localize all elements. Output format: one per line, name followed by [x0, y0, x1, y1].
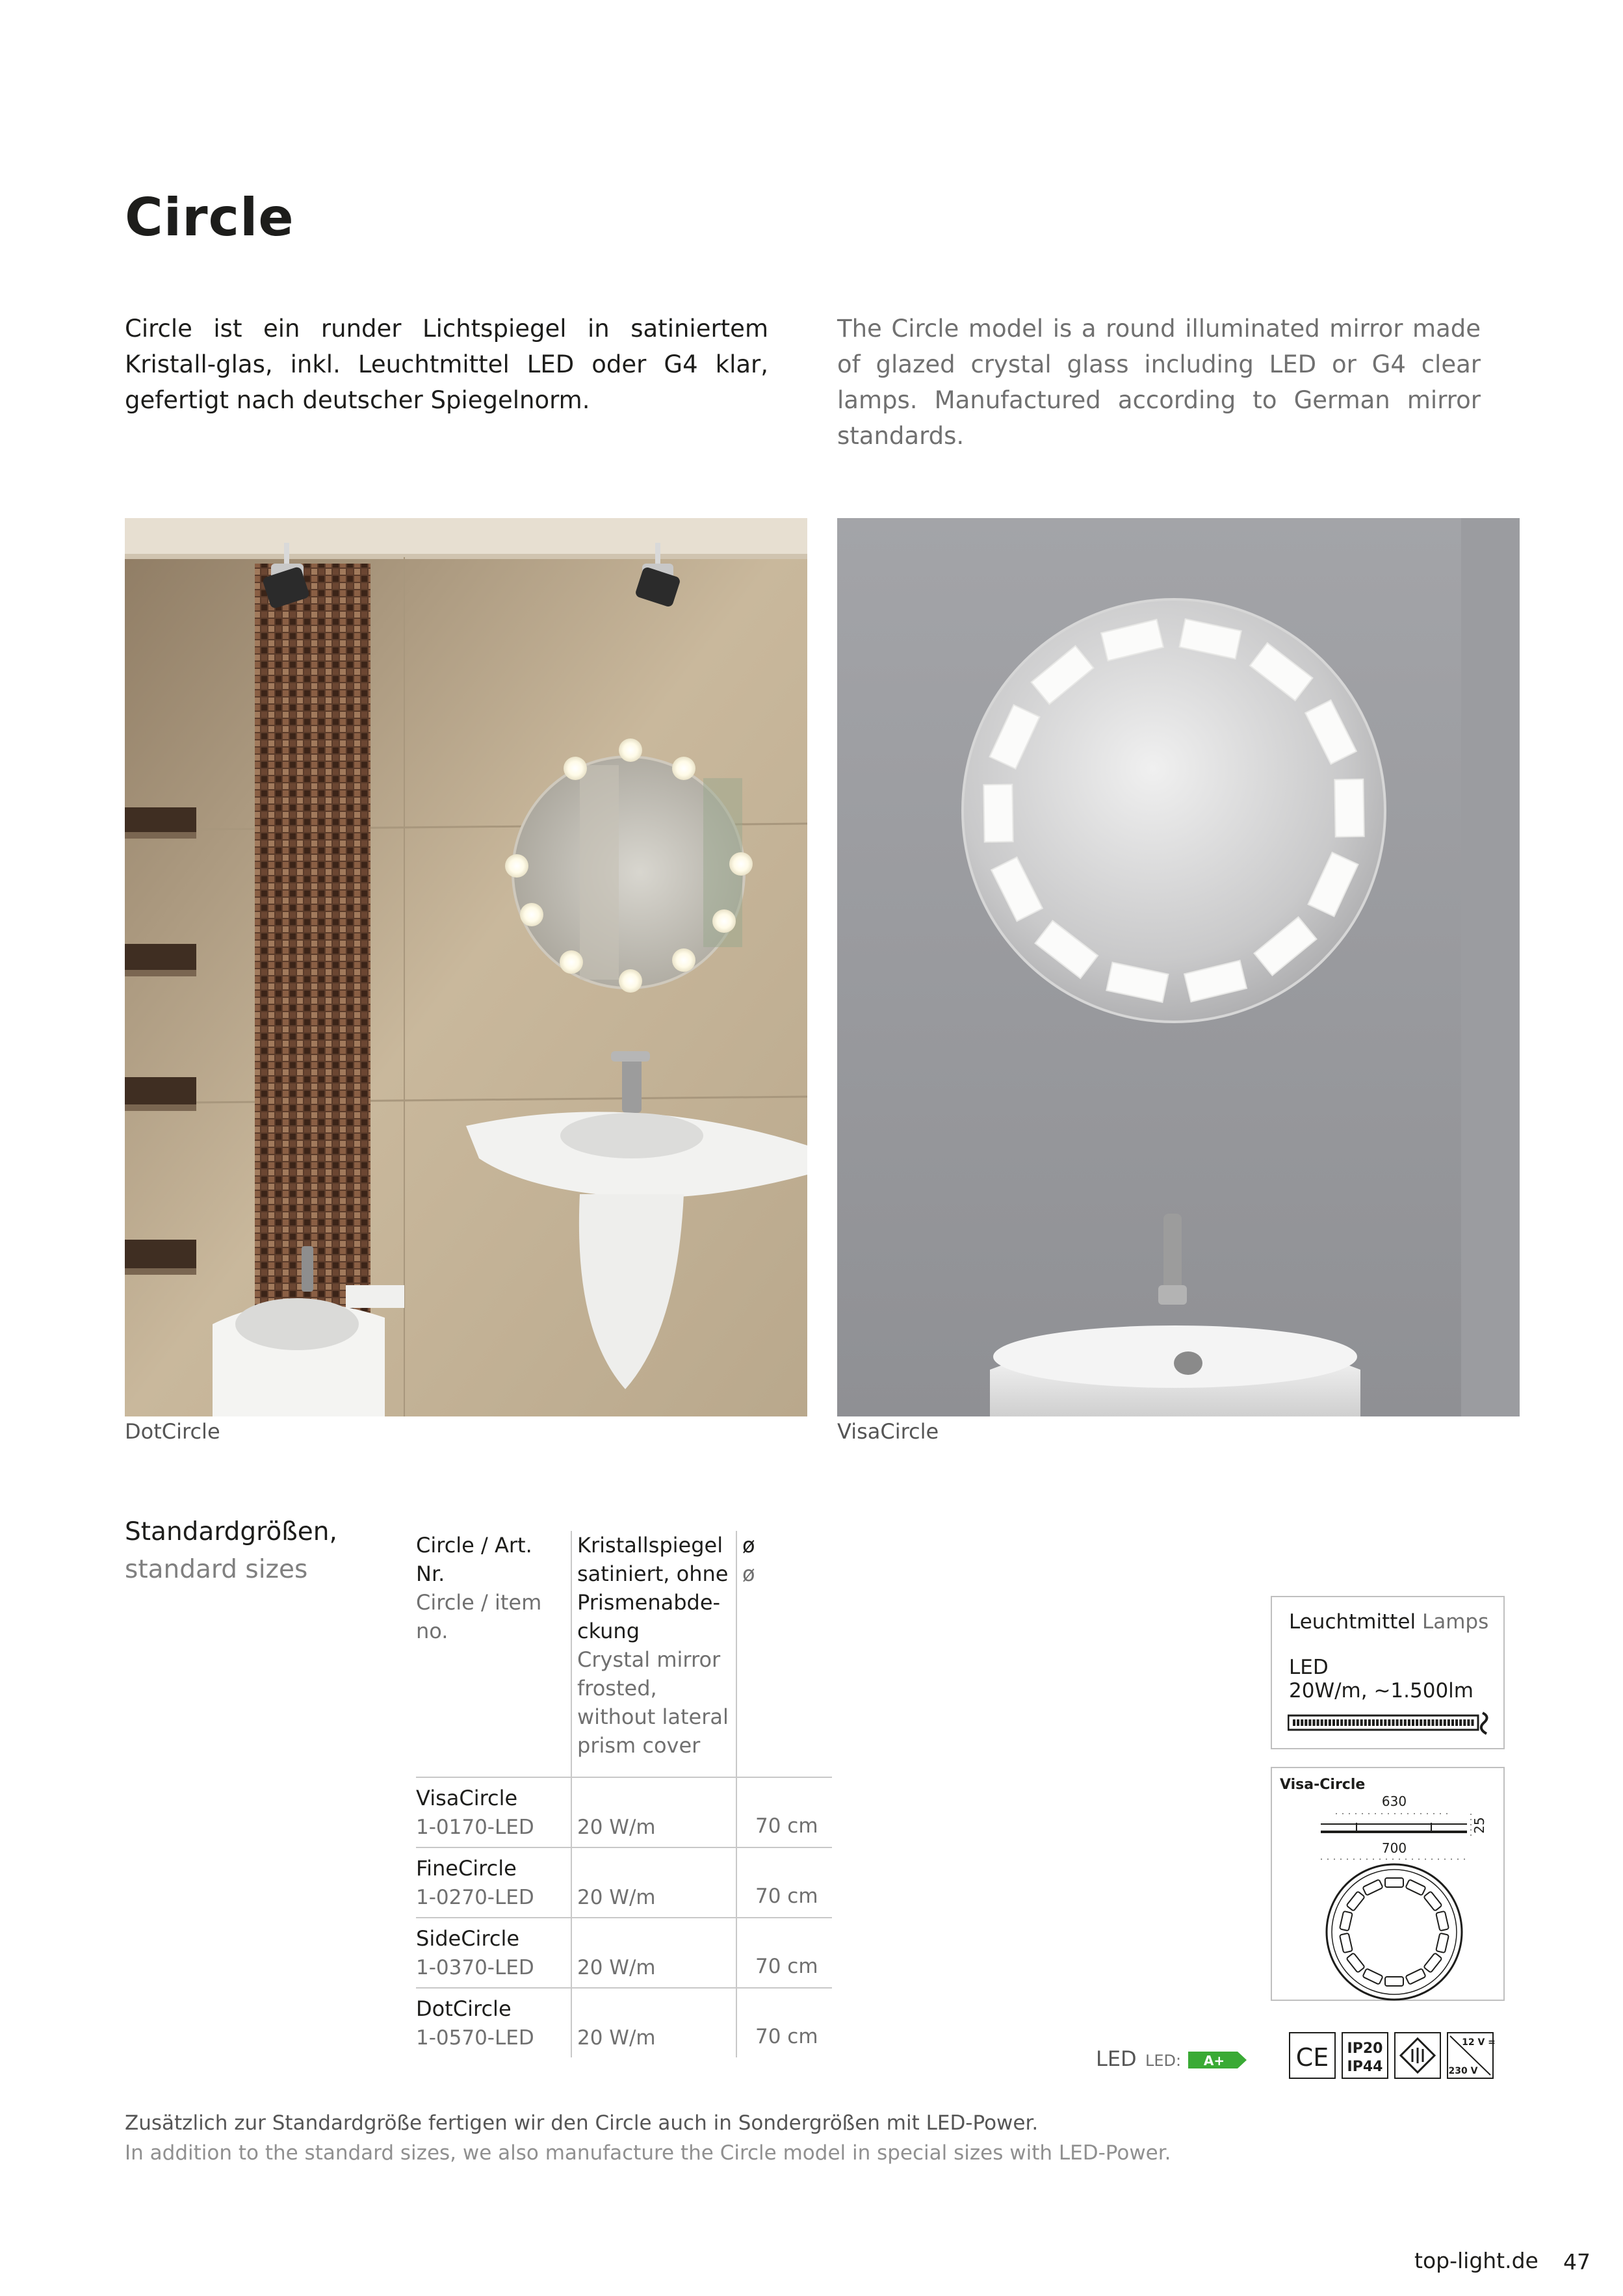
intro-text-en: The Circle model is a round illuminated mirror made of glazed crystal glass including LED or G4 clear lamps. Manufactured according to German mirror standards. [837, 315, 1481, 450]
header-mirror-en-4: prism cover [577, 1733, 701, 1758]
diagram-dim-inner: 630 [1381, 1794, 1407, 1809]
photo-caption-visacircle: VisaCircle [837, 1419, 939, 1444]
page-title: Circle [125, 187, 294, 248]
row-diameter: 70 cm [755, 1955, 818, 1978]
lamps-power: 20W/m, ~1.500lm [1289, 1679, 1474, 1702]
header-article-de: Circle / Art. Nr. [416, 1533, 532, 1586]
certification-icons [1289, 2032, 1505, 2081]
row-name: VisaCircle [416, 1786, 518, 1810]
diagram-dim-depth: 25 [1472, 1817, 1487, 1834]
footnote-de: Zusätzlich zur Standardgröße fertigen wir den Circle auch in Sondergrößen mit LED-Power. [125, 2111, 1039, 2135]
row-item: 1-0170-LED [416, 1816, 534, 1839]
row-name: FineCircle [416, 1856, 517, 1881]
lamps-title [1289, 1610, 1488, 1634]
energy-label-led: LED [1096, 2046, 1137, 2071]
header-mirror-de-1: Kristallspiegel [577, 1533, 723, 1558]
row-item: 1-0570-LED [416, 2026, 534, 2050]
diagram-title: Visa-Circle [1280, 1777, 1366, 1793]
row-power: 20 W/m [577, 2026, 656, 2050]
sizes-heading-de: Standardgrößen, [125, 1517, 337, 1546]
sizes-heading [125, 1513, 337, 1589]
header-mirror-de-3: Prismenabde- [577, 1590, 721, 1615]
lamps-spec [1289, 1656, 1474, 1702]
svg-text:IP44: IP44 [1347, 2059, 1383, 2075]
lamps-info-box [1271, 1596, 1505, 1749]
svg-text:230 V: 230 V [1448, 2066, 1478, 2076]
header-diameter-de: ø [742, 1533, 755, 1558]
page-number: 47 [1563, 2249, 1591, 2275]
footnote-en: In addition to the standard sizes, we also manufacture the Circle model in special sizes with LED-Power. [125, 2141, 1171, 2165]
header-mirror-de-2: satiniert, ohne [577, 1561, 729, 1586]
lamps-title-de: Leuchtmittel [1289, 1610, 1416, 1634]
row-power: 20 W/m [577, 1816, 656, 1839]
svg-text:12 V =: 12 V = [1462, 2037, 1496, 2048]
visacircle-photo [837, 518, 1520, 1416]
intro-text-de: Circle ist ein runder Lichtspiegel in satiniertem Kristall-glas, inkl. Leuchtmittel LED oder G4 klar, gefertigt nach deutscher Spiegelnorm. [125, 315, 768, 414]
svg-text:IP20: IP20 [1347, 2041, 1383, 2057]
lamps-type: LED [1289, 1656, 1329, 1679]
row-diameter: 70 cm [755, 1885, 818, 1908]
row-diameter: 70 cm [755, 2025, 818, 2048]
header-mirror-en-2: frosted, [577, 1676, 657, 1701]
row-name: DotCircle [416, 1996, 512, 2021]
photo-caption-dotcircle: DotCircle [125, 1419, 220, 1444]
header-mirror-de-4: ckung [577, 1619, 640, 1643]
header-mirror-en-1: Crystal mirror [577, 1647, 721, 1672]
led-strip-icon [1288, 1709, 1496, 1736]
row-name: SideCircle [416, 1926, 520, 1951]
lamps-title-en: Lamps [1422, 1610, 1489, 1634]
header-mirror-en-3: without lateral [577, 1704, 729, 1729]
row-item: 1-0270-LED [416, 1886, 534, 1909]
energy-class-badge [1188, 2050, 1248, 2070]
diagram-dim-outer: 700 [1381, 1840, 1407, 1856]
row-power: 20 W/m [577, 1956, 656, 1979]
svg-text:CE: CE [1295, 2043, 1329, 2072]
footer-url[interactable]: top-light.de [1414, 2248, 1539, 2273]
dotcircle-photo [125, 518, 807, 1416]
energy-label-led-small: LED: [1145, 2052, 1182, 2070]
row-item: 1-0370-LED [416, 1956, 534, 1979]
header-article-en: Circle / item no. [416, 1590, 542, 1643]
row-diameter: 70 cm [755, 1814, 818, 1838]
dimension-diagram [1271, 1767, 1505, 2001]
sizes-heading-en: standard sizes [125, 1555, 308, 1584]
header-diameter-en: ø [742, 1561, 755, 1586]
energy-class-text: A+ [1203, 2053, 1225, 2068]
row-power: 20 W/m [577, 1886, 656, 1909]
